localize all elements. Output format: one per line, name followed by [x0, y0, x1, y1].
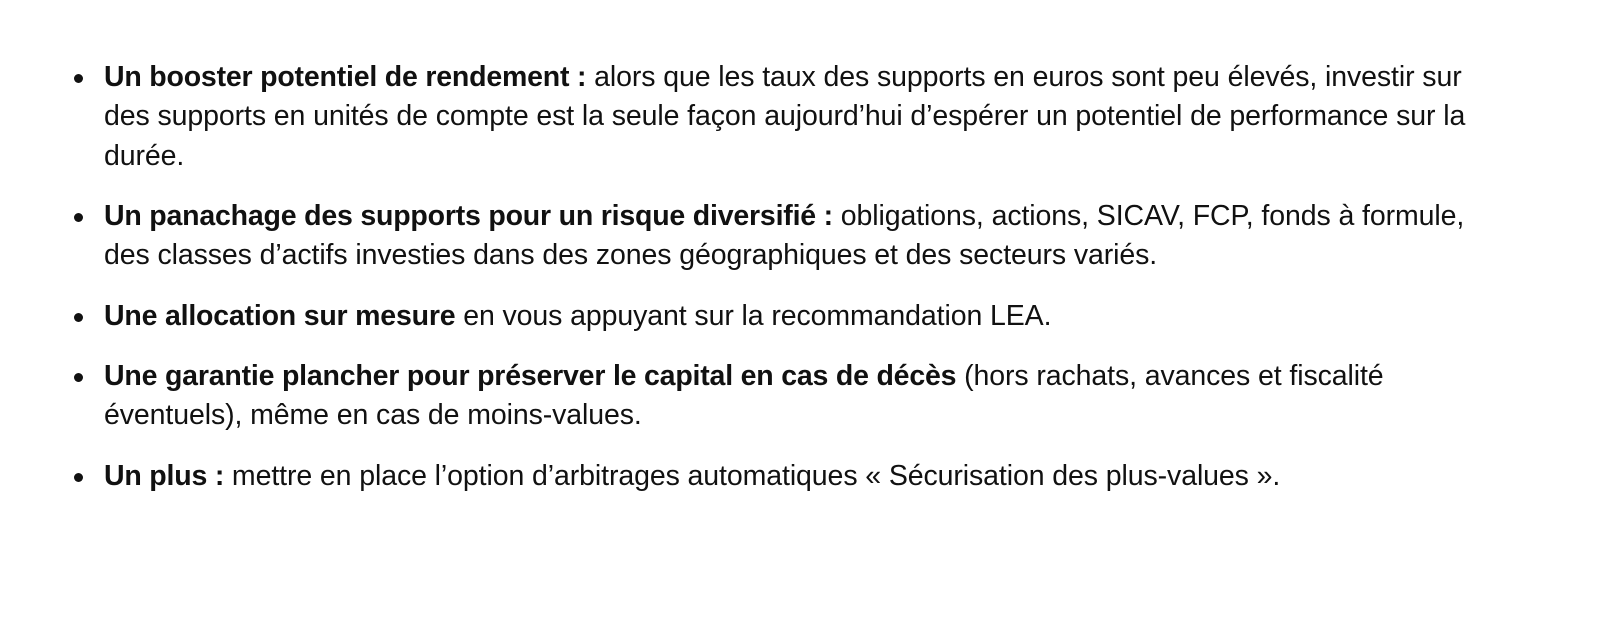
bullet-dot-icon: [74, 473, 83, 482]
bullet-dot-icon: [74, 74, 83, 83]
list-item-text: obligations, actions, SICAV, FCP, fonds à formule, des classes d’actifs investies dans des zones géographiques et des secteurs variés.: [104, 199, 1465, 272]
list-item-text: (hors rachats, avances et fiscalité éventuels), même en cas de moins-values.: [104, 359, 1384, 432]
benefits-bullet-list: [72, 58, 1500, 496]
list-item-text: mettre en place l’option d’arbitrages automatiques « Sécurisation des plus-values ».: [224, 459, 1281, 492]
list-item-lead: Une garantie plancher pour préserver le capital en cas de décès: [104, 359, 957, 392]
list-item-text: en vous appuyant sur la recommandation LEA.: [455, 299, 1052, 332]
list-item: [72, 357, 1500, 436]
list-item-lead: Un plus :: [104, 459, 225, 492]
list-item: [72, 297, 1500, 336]
list-item: [72, 197, 1500, 276]
bullet-dot-icon: [74, 313, 83, 322]
list-item: [72, 58, 1500, 176]
list-item-lead: Une allocation sur mesure: [104, 299, 456, 332]
bullet-dot-icon: [74, 373, 83, 382]
bullet-dot-icon: [74, 213, 83, 222]
list-item: [72, 457, 1500, 496]
list-item-text: alors que les taux des supports en euros sont peu élevés, investir sur des supports en unités de compte est la seule façon aujourd’hui d’espérer un potentiel de performance sur la durée.: [104, 61, 1466, 172]
list-item-lead: Un panachage des supports pour un risque diversifié :: [104, 199, 833, 232]
list-item-lead: Un booster potentiel de rendement :: [104, 61, 587, 93]
